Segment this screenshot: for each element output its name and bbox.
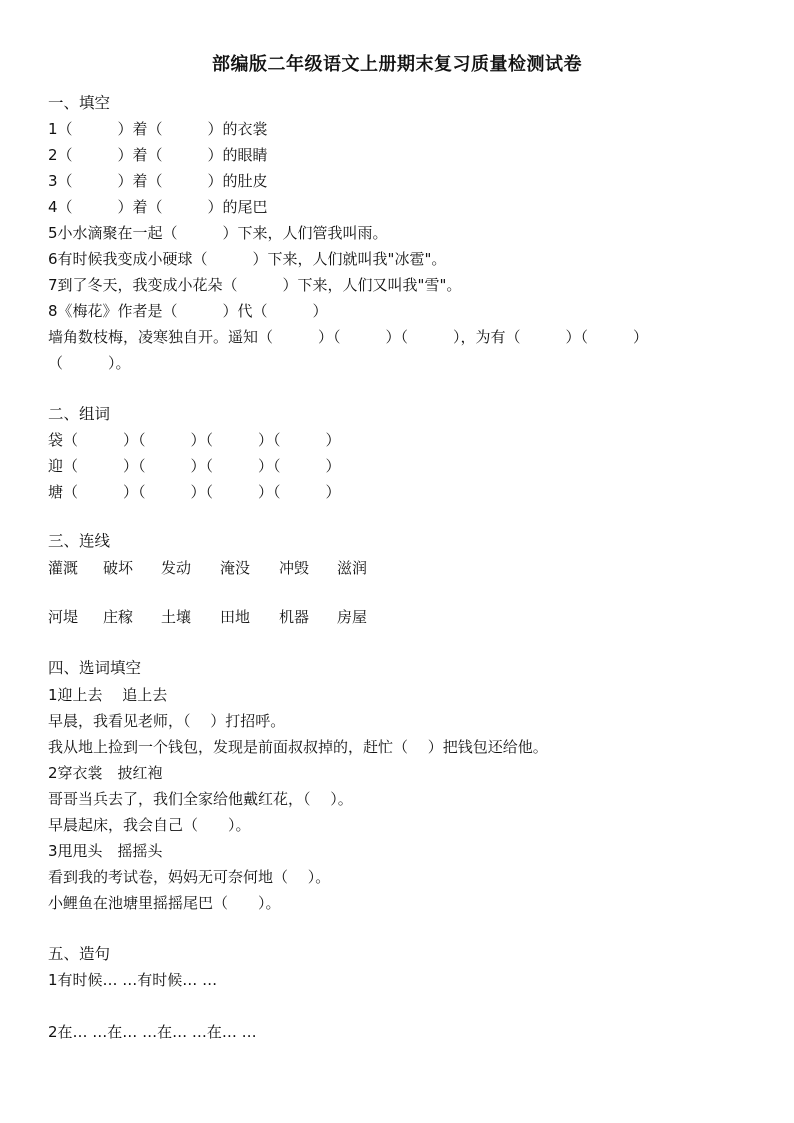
word-group-char: 迎 [48,457,64,475]
word-group-char: 塘 [48,483,64,501]
page-title: 部编版二年级语文上册期末复习质量检测试卷 [212,54,582,75]
matching-word: 淹没 [220,559,251,577]
word-group-blanks: （ ）（ ）（ ）（ ） [63,431,341,449]
fill-blank-line: 2（ ）着（ ）的眼睛 [48,146,268,164]
matching-word: 发动 [161,559,192,577]
choose-word-line: 我从地上捡到一个钱包，发现是前面叔叔掉的，赶忙（ ）把钱包还给他。 [48,738,548,756]
fill-blank-line: 7到了冬天，我变成小花朵（ ）下来，人们又叫我"雪"。 [48,276,462,294]
word-group-row [48,430,341,450]
matching-word: 田地 [220,608,251,626]
matching-word: 滋润 [337,559,368,577]
section-heading-choose-word: 四、选词填空 [48,659,142,677]
word-group-row [48,482,341,502]
word-group-blanks: （ ）（ ）（ ）（ ） [63,457,341,475]
fill-blank-line: 4（ ）着（ ）的尾巴 [48,198,268,216]
matching-word: 冲毁 [279,559,310,577]
choose-word-line: 小鲤鱼在池塘里摇摇尾巴（ ）。 [48,894,281,912]
word-group-row [48,456,341,476]
fill-blank-line: 5小水滴聚在一起（ ）下来，人们管我叫雨。 [48,224,388,242]
fill-blank-line: 8《梅花》作者是（ ）代（ ） [48,302,328,320]
word-group-char: 袋 [48,431,64,449]
choose-word-line: 2穿衣裳 披红袍 [48,764,163,782]
section-heading-matching: 三、连线 [48,532,111,550]
matching-word: 机器 [279,608,310,626]
sentence-prompt: 2在… …在… …在… …在… … [48,1023,257,1041]
section-heading-fill-blank: 一、填空 [48,94,111,112]
matching-word: 河堤 [48,608,79,626]
fill-blank-line: （ ）。 [48,354,131,372]
matching-word: 房屋 [337,608,368,626]
matching-word: 灌溉 [48,559,79,577]
choose-word-line: 早晨起床，我会自己（ ）。 [48,816,251,834]
fill-blank-line: 3（ ）着（ ）的肚皮 [48,172,268,190]
matching-word: 土壤 [161,608,192,626]
choose-word-line: 1迎上去 追上去 [48,686,168,704]
choose-word-line: 哥哥当兵去了，我们全家给他戴红花，（ ）。 [48,790,353,808]
choose-word-line: 早晨，我看见老师，（ ）打招呼。 [48,712,286,730]
word-group-blanks: （ ）（ ）（ ）（ ） [63,483,341,501]
fill-blank-line: 6有时候我变成小硬球（ ）下来，人们就叫我"冰雹"。 [48,250,447,268]
fill-blank-line: 1（ ）着（ ）的衣裳 [48,120,268,138]
matching-word: 庄稼 [103,608,134,626]
section-heading-sentence: 五、造句 [48,945,111,963]
sentence-prompt: 1有时候… …有时候… … [48,971,218,989]
section-heading-word-group: 二、组词 [48,405,111,423]
choose-word-line: 看到我的考试卷，妈妈无可奈何地（ ）。 [48,868,331,886]
fill-blank-line: 墙角数枝梅，凌寒独自开。遥知（ ）（ ）（ ），为有（ ）（ ） [48,328,649,346]
matching-word: 破坏 [103,559,134,577]
choose-word-line: 3甩甩头 摇摇头 [48,842,163,860]
